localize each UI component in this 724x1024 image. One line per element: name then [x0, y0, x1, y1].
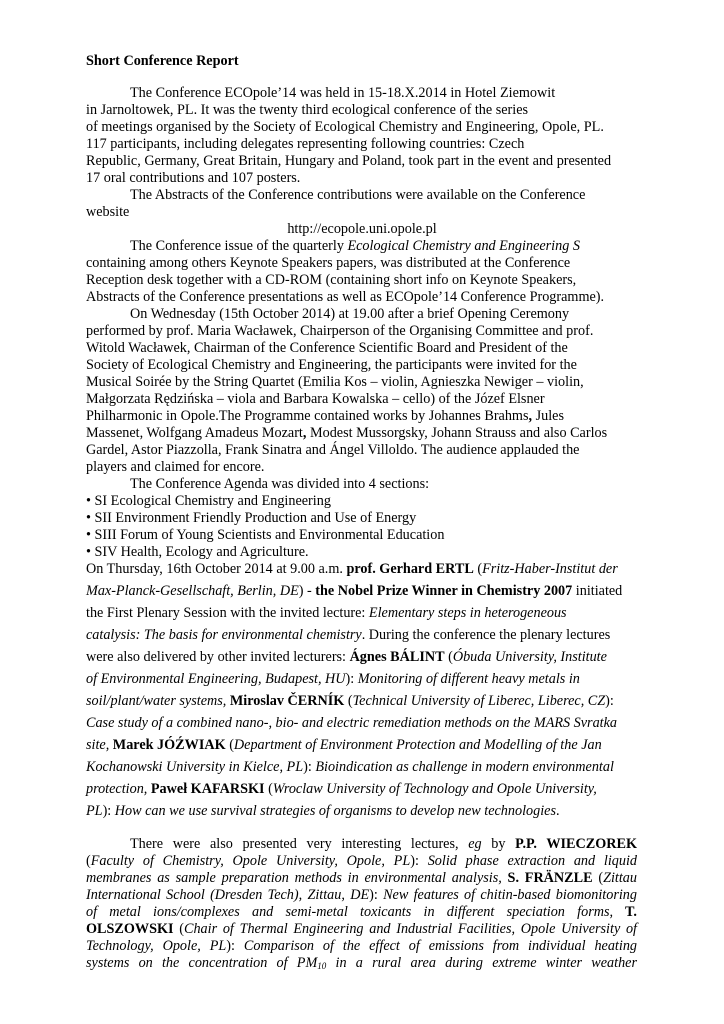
opening-line: Małgorzata Rędzińska – viola and Barbara Kowalska – cello) of the Józef Elsner: [86, 391, 545, 407]
lectures-line: OLSZOWSKI (Chair of Thermal Engineering and Industrial Facilities, Opole University of: [86, 921, 637, 937]
lectures-line: (Faculty of Chemistry, Opole University, Opole, PL): Solid phase extraction and liquid: [86, 853, 638, 869]
plenary-line: Max-Planck-Gesellschaft, Berlin, DE) - the Nobel Prize Winner in Chemistry 2007 initiated: [86, 583, 623, 599]
intro-line: 117 participants, including delegates representing following countries: Czech: [86, 136, 525, 152]
plenary-line: of Environmental Engineering, Budapest, HU): Monitoring of different heavy metals in: [86, 671, 580, 687]
abstracts-line: The Abstracts of the Conference contributions were available on the Conference: [130, 187, 586, 203]
lectures-line: Technology, Opole, PL): Comparison of the effect of emissions from individual heating: [86, 938, 638, 954]
agenda-section-item: • SI Ecological Chemistry and Engineering: [86, 493, 331, 509]
agenda-section-item: • SII Environment Friendly Production and Use of Energy: [86, 510, 417, 526]
plenary-line: the First Plenary Session with the invited lecture: Elementary steps in heterogeneous: [86, 605, 567, 621]
issue-line: containing among others Keynote Speakers papers, was distributed at the Conference: [86, 255, 571, 271]
intro-line: Republic, Germany, Great Britain, Hungary and Poland, took part in the event and presented: [86, 153, 612, 169]
opening-line: On Wednesday (15th October 2014) at 19.00 after a brief Opening Ceremony: [130, 306, 570, 322]
lectures-line: There were also presented very interesting lectures, eg by P.P. WIECZOREK: [130, 836, 637, 852]
agenda-section-item: • SIII Forum of Young Scientists and Environmental Education: [86, 527, 445, 543]
opening-line: performed by prof. Maria Wacławek, Chairperson of the Organising Committee and prof.: [86, 323, 594, 339]
lectures-line: systems on the concentration of $PM_{10}$ in a rural area during extreme winter weather: [86, 955, 637, 971]
plenary-line: Case study of a combined nano-, bio- and electric remediation methods on the MARS Svratka: [86, 715, 618, 731]
plenary-line: On Thursday, 16th October 2014 at 9.00 a.m. prof. Gerhard ERTL (Fritz-Haber-Institut der: [86, 561, 618, 577]
plenary-line: were also delivered by other invited lecturers: Ágnes BÁLINT (Óbuda University, Institute: [86, 649, 607, 665]
issue-line: Reception desk together with a CD-ROM (containing short info on Keynote Speakers,: [86, 272, 577, 288]
plenary-line: site, Marek JÓŹWIAK (Department of Environment Protection and Modelling of the Jan: [86, 737, 602, 753]
intro-line: The Conference ECOpole’14 was held in 15-18.X.2014 in Hotel Ziemowit: [130, 85, 556, 101]
lectures-line: International School (Dresden Tech), Zittau, DE): New features of chitin-based biomonitoring: [86, 887, 637, 903]
intro-line: in Jarnoltowek, PL. It was the twenty third ecological conference of the series: [86, 102, 529, 118]
intro-line: 17 oral contributions and 107 posters.: [86, 170, 301, 186]
agenda-intro: The Conference Agenda was divided into 4 sections:: [130, 476, 430, 492]
programme-line: players and claimed for encore.: [86, 459, 265, 475]
website-url-link[interactable]: http://ecopole.uni.opole.pl: [287, 221, 437, 237]
report-title: Short Conference Report: [86, 53, 239, 69]
opening-line: Society of Ecological Chemistry and Engineering, the participants were invited for the: [86, 357, 577, 373]
journal-title: Ecological Chemistry and Engineering S: [347, 238, 580, 254]
programme-line: Gardel, Astor Piazzolla, Frank Sinatra and Ángel Villoldo. The audience applauded the: [86, 442, 580, 458]
agenda-section-item: • SIV Health, Ecology and Agriculture.: [86, 544, 309, 560]
plenary-line: soil/plant/water systems, Miroslav ČERNÍK (Technical University of Liberec, Liberec, CZ):: [86, 693, 614, 709]
lectures-line: of metal ions/complexes and semi-metal toxicants in different speciation forms, T.: [86, 904, 637, 920]
opening-line: Witold Wacławek, Chairman of the Conference Scientific Board and President of the: [86, 340, 568, 356]
intro-line: of meetings organised by the Society of Ecological Chemistry and Engineering, Opole, PL.: [86, 119, 604, 135]
plenary-line: protection, Paweł KAFARSKI (Wroclaw University of Technology and Opole University,: [86, 781, 597, 797]
plenary-line: PL): How can we use survival strategies of organisms to develop new technologies.: [86, 803, 560, 819]
issue-line: The Conference issue of the quarterly Ecological Chemistry and Engineering S: [130, 238, 580, 254]
issue-line: Abstracts of the Conference presentations as well as ECOpole’14 Conference Programme).: [86, 289, 605, 305]
plenary-line: catalysis: The basis for environmental chemistry. During the conference the plenary lectures: [86, 627, 611, 643]
abstracts-line: website: [86, 204, 130, 220]
plenary-line: Kochanowski University in Kielce, PL): Bioindication as challenge in modern environmental: [86, 759, 614, 775]
programme-line: Philharmonic in Opole.The Programme contained works by Johannes Brahms, Jules: [86, 408, 564, 424]
opening-line: Musical Soirée by the String Quartet (Emilia Kos – violin, Agnieszka Newiger – violin,: [86, 374, 584, 390]
lectures-line: membranes as sample preparation methods in environmental analysis, S. FRÄNZLE (Zittau: [86, 870, 637, 886]
programme-line: Massenet, Wolfgang Amadeus Mozart, Modest Mussorgsky, Johann Strauss and also Carlos: [86, 425, 608, 441]
